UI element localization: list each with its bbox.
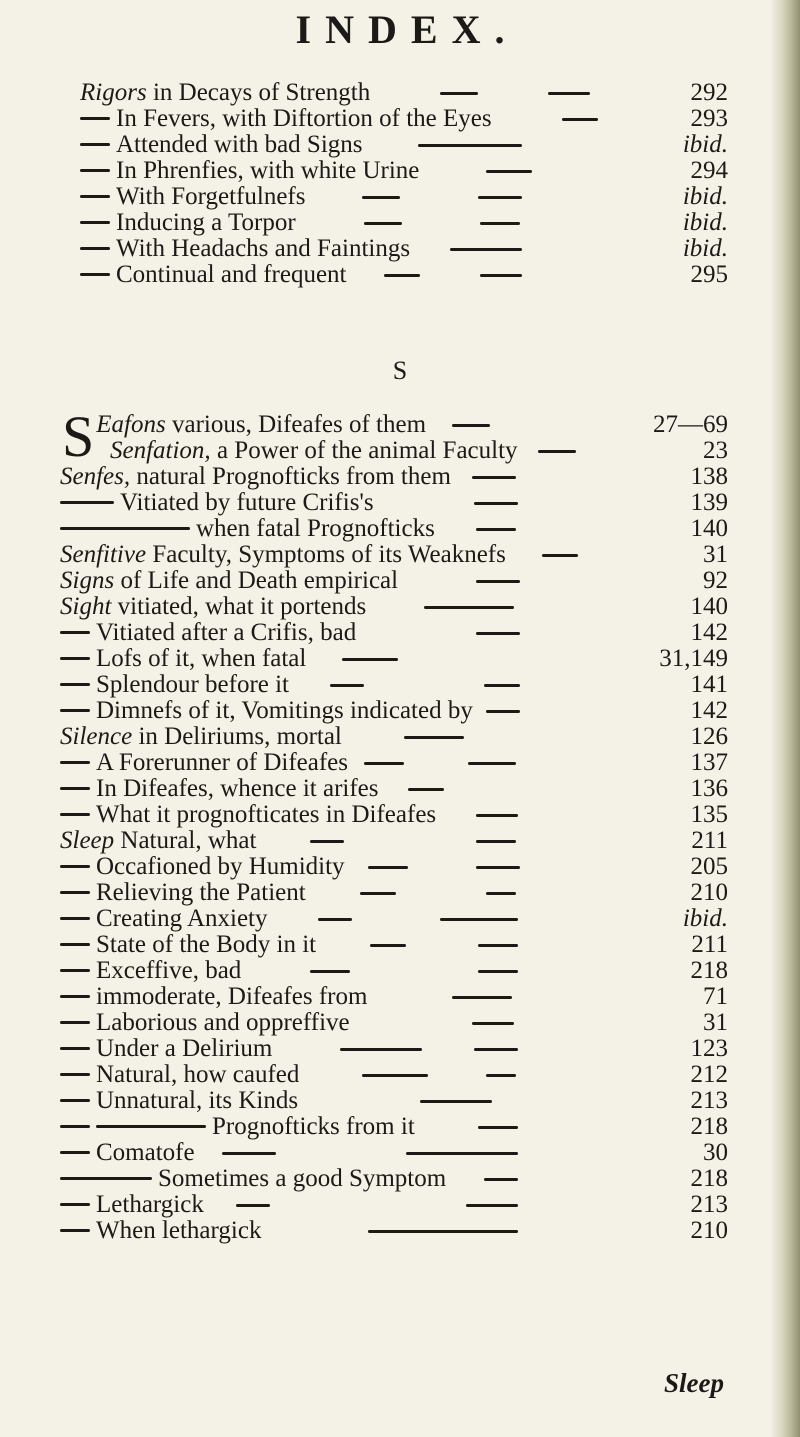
leader-rule (486, 710, 520, 713)
ditto-dash (60, 1073, 90, 1076)
ditto-dash (60, 813, 90, 816)
leader-rule (368, 866, 408, 869)
ditto-dash (60, 1177, 152, 1180)
entry-text: a Power of the animal Faculty (210, 437, 518, 464)
page-ref: 138 (690, 463, 728, 490)
page-ref: ibid. (682, 131, 728, 158)
entry-headword: Senfitive (60, 541, 147, 568)
ditto-dash (80, 221, 110, 224)
ditto-dash (60, 1203, 90, 1206)
leader-rule (424, 606, 514, 609)
page-ref: 136 (690, 775, 728, 802)
leader-rule (478, 970, 518, 973)
leader-rule (342, 658, 398, 661)
entry-headword: Eafons (96, 411, 166, 438)
leader-rule (542, 554, 578, 557)
entry-headword: Sleep (60, 827, 115, 854)
page-ref: 210 (690, 879, 728, 906)
entry-headword: Sight (60, 593, 112, 620)
entry-text: Creating Anxiety (96, 905, 268, 932)
entry-text: of Life and Death empirical (114, 567, 399, 594)
entry-text: Unnatural, its Kinds (96, 1087, 299, 1114)
ditto-dash (80, 169, 110, 172)
page-ref: 142 (690, 619, 728, 646)
page-ref: ibid. (682, 235, 728, 262)
entry-text: With Forgetfulnefs (116, 183, 306, 210)
leader-rule (480, 222, 520, 225)
ditto-dash (96, 1125, 206, 1128)
leader-rule (486, 1074, 516, 1077)
leader-rule (480, 274, 522, 277)
page-ref: 218 (690, 957, 728, 984)
page-ref: 292 (690, 79, 728, 106)
ditto-dash (60, 1099, 90, 1102)
leader-rule (368, 1230, 518, 1233)
ditto-dash (60, 1229, 90, 1232)
catchword: Sleep (664, 1368, 724, 1398)
entry-text: Relieving the Patient (96, 879, 306, 906)
leader-rule (548, 92, 590, 95)
entry-text: Inducing a Torpor (116, 209, 296, 236)
leader-rule (474, 1048, 518, 1051)
leader-rule (330, 684, 364, 687)
leader-rule (562, 118, 598, 121)
entry-text: State of the Body in it (96, 931, 317, 958)
page-ref: 293 (690, 105, 728, 132)
entry-text: immoderate, Difeafes from (96, 983, 368, 1010)
entry-text: Splendour before it (96, 671, 290, 698)
ditto-dash (60, 787, 90, 790)
leader-rule (406, 1152, 518, 1155)
leader-rule (476, 814, 518, 817)
leader-rule (476, 632, 520, 635)
leader-rule (478, 944, 518, 947)
leader-rule (474, 502, 518, 505)
entry-text: Natural, what (114, 827, 257, 854)
entry-text: Dimnefs of it, Vomitings indicated by (96, 697, 473, 724)
leader-rule (478, 196, 522, 199)
entry-text: Laborious and oppreffive (96, 1009, 350, 1036)
leader-rule (476, 840, 516, 843)
ditto-dash (60, 1047, 90, 1050)
entry-text: natural Prognofticks from them (130, 463, 451, 490)
index-entry (0, 1216, 800, 1246)
leader-rule (468, 762, 516, 765)
leader-rule (486, 170, 532, 173)
entry-text: when fatal Prognofticks (196, 515, 435, 542)
page-ref: 27—69 (653, 411, 728, 438)
leader-rule (538, 450, 576, 453)
entry-text: In Fevers, with Diftortion of the Eyes (116, 105, 492, 132)
entry-text: Vitiated after a Crifis, bad (96, 619, 357, 646)
leader-rule (420, 1100, 492, 1103)
ditto-dash (60, 657, 90, 660)
page-ref: 294 (690, 157, 728, 184)
entry-text: Under a Delirium (96, 1035, 273, 1062)
ditto-dash (60, 1151, 90, 1154)
page-ref: ibid. (682, 183, 728, 210)
leader-rule (384, 274, 420, 277)
ditto-dash (60, 891, 90, 894)
page-ref: 140 (690, 593, 728, 620)
page-ref: 137 (690, 749, 728, 776)
entry-headword: Silence (60, 723, 133, 750)
leader-rule (450, 248, 522, 251)
entry-text: Comatofe (96, 1139, 195, 1166)
page-ref: 123 (690, 1035, 728, 1062)
page-ref: 23 (703, 437, 728, 464)
ditto-dash (60, 683, 90, 686)
entry-text: In Phrenfies, with white Urine (116, 157, 420, 184)
entry-text: Exceffive, bad (96, 957, 242, 984)
leader-rule (340, 1048, 422, 1051)
ditto-dash (60, 501, 114, 504)
page-ref: 218 (690, 1113, 728, 1140)
running-head: INDEX. (295, 7, 519, 52)
leader-rule (310, 840, 344, 843)
page-ref: 212 (690, 1061, 728, 1088)
entry-text: In Difeafes, whence it arifes (96, 775, 379, 802)
index-entry (0, 260, 800, 290)
page-ref: ibid. (682, 209, 728, 236)
page-ref: 140 (690, 515, 728, 542)
page-ref: 213 (690, 1191, 728, 1218)
ditto-dash (60, 1021, 90, 1024)
ditto-dash (60, 917, 90, 920)
entry-text: Lethargick (96, 1191, 204, 1218)
page-ref: 30 (703, 1139, 728, 1166)
leader-rule (404, 736, 464, 739)
leader-rule (486, 892, 516, 895)
page-ref: 205 (690, 853, 728, 880)
ditto-dash (80, 195, 110, 198)
leader-rule (484, 684, 520, 687)
entry-text: What it prognofticates in Difeafes (96, 801, 437, 828)
entry-text: Prognofticks from it (212, 1113, 415, 1140)
leader-rule (222, 1152, 276, 1155)
page-ref: ibid. (682, 905, 728, 932)
entry-text: Continual and frequent (116, 261, 347, 288)
section-letter: S (392, 356, 408, 385)
leader-rule (310, 970, 350, 973)
ditto-dash (60, 969, 90, 972)
page-ref: 210 (690, 1217, 728, 1244)
page-ref: 31,149 (659, 645, 728, 672)
entry-text: various, Difeafes of them (165, 411, 427, 438)
leader-rule (472, 1022, 514, 1025)
leader-rule (466, 1204, 518, 1207)
page-ref: 71 (703, 983, 728, 1010)
entry-text: A Forerunner of Difeafes (96, 749, 348, 776)
leader-rule (484, 1178, 518, 1181)
entry-text: Vitiated by future Crifis's (120, 489, 374, 516)
ditto-dash (80, 273, 110, 276)
entry-text: in Deliriums, mortal (132, 723, 342, 750)
page-ref: 295 (690, 261, 728, 288)
entry-text: When lethargick (96, 1217, 262, 1244)
page-ref: 92 (703, 567, 728, 594)
entry-text: Occafioned by Humidity (96, 853, 345, 880)
entry-text: Natural, how caufed (96, 1061, 300, 1088)
leader-rule (362, 196, 400, 199)
page-ref: 218 (690, 1165, 728, 1192)
entry-text: Attended with bad Signs (116, 131, 363, 158)
ditto-dash (60, 943, 90, 946)
leader-rule (370, 944, 406, 947)
ditto-dash (80, 247, 110, 250)
page-ref: 142 (690, 697, 728, 724)
ditto-dash (60, 761, 90, 764)
leader-rule (318, 918, 352, 921)
page-ref: 135 (690, 801, 728, 828)
leader-rule (476, 528, 516, 531)
entry-text: in Decays of Strength (146, 79, 371, 106)
page-ref: 141 (690, 671, 728, 698)
page-ref: 213 (690, 1087, 728, 1114)
leader-rule (364, 222, 402, 225)
ditto-dash (80, 117, 110, 120)
leader-rule (440, 918, 518, 921)
leader-rule (452, 996, 512, 999)
entry-text: Sometimes a good Symptom (158, 1165, 447, 1192)
entry-text: With Headachs and Faintings (116, 235, 411, 262)
page-ref: 31 (703, 1009, 728, 1036)
leader-rule (440, 92, 478, 95)
leader-rule (236, 1204, 270, 1207)
page-ref: 211 (691, 827, 728, 854)
entry-text: vitiated, what it portends (111, 593, 367, 620)
ditto-dash (60, 527, 190, 530)
entry-text: Faculty, Symptoms of its Weaknefs (146, 541, 506, 568)
ditto-dash (60, 995, 90, 998)
ditto-dash (60, 709, 90, 712)
drop-cap: S (62, 404, 95, 469)
ditto-dash (60, 631, 90, 634)
ditto-dash (60, 865, 90, 868)
leader-rule (408, 788, 444, 791)
page-ref: 31 (703, 541, 728, 568)
page-ref: 126 (690, 723, 728, 750)
entry-headword: Signs (60, 567, 115, 594)
leader-rule (362, 1074, 428, 1077)
page-ref: 139 (690, 489, 728, 516)
entry-headword: Senfation, (110, 437, 211, 464)
leader-rule (452, 424, 490, 427)
leader-rule (476, 866, 520, 869)
leader-rule (360, 892, 396, 895)
entry-text: Lofs of it, when fatal (96, 645, 307, 672)
page-ref: 211 (691, 931, 728, 958)
leader-rule (478, 1126, 518, 1129)
leader-rule (418, 144, 522, 147)
leader-rule (472, 476, 516, 479)
entry-headword: Senfes, (60, 463, 131, 490)
leader-rule (476, 580, 520, 583)
entry-headword: Rigors (80, 79, 147, 106)
ditto-dash (80, 143, 110, 146)
leader-rule (364, 762, 404, 765)
ditto-dash (60, 1125, 90, 1128)
